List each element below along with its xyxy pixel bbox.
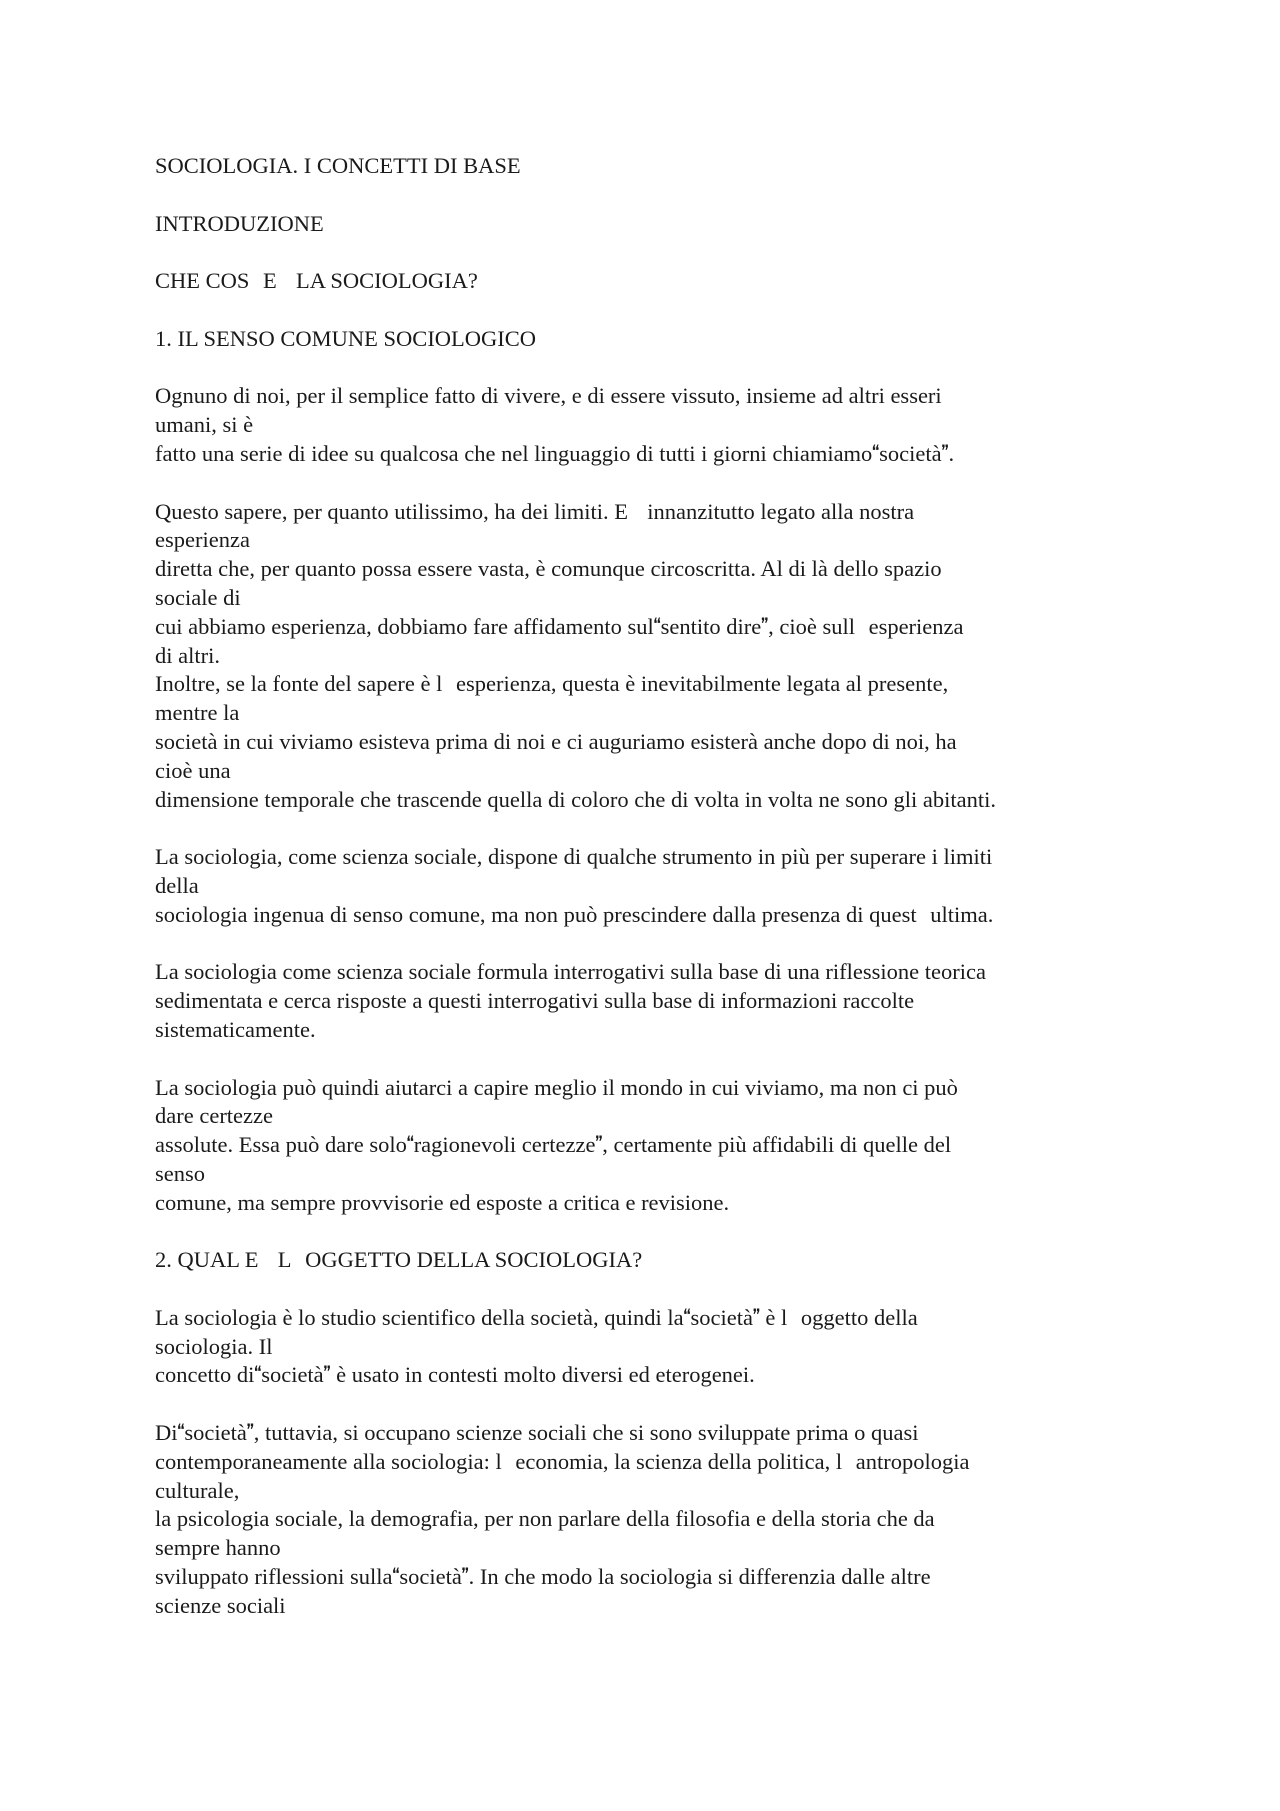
blank-line xyxy=(155,181,1130,210)
paragraph-line: culturale, xyxy=(155,1477,240,1503)
paragraph-line: senso xyxy=(155,1160,205,1186)
blank-line xyxy=(155,469,1130,498)
paragraph-line: sviluppato riflessioni sullasocietà. In che modo la sociologia si differenzia dalle altre xyxy=(155,1564,931,1590)
blank-line xyxy=(155,1217,1130,1246)
paragraph-line: società in cui viviamo esisteva prima di noi e ci auguriamo esisterà anche dopo di noi, ha xyxy=(155,728,957,754)
paragraph-line: esperienza xyxy=(155,527,250,553)
paragraph-line: La sociologia è lo studio scientifico della società, quindi lasocietà è loggetto della xyxy=(155,1304,918,1330)
paragraph-line: umani, si è xyxy=(155,412,254,438)
paragraph-line: comune, ma sempre provvisorie ed esposte a critica e revisione. xyxy=(155,1189,730,1215)
paragraph-line: Ognuno di noi, per il semplice fatto di vivere, e di essere vissuto, insieme ad altri esseri xyxy=(155,383,942,409)
blank-line xyxy=(155,930,1130,959)
paragraph-line: Disocietà, tuttavia, si occupano scienze sociali che si sono sviluppate prima o quasi xyxy=(155,1420,919,1446)
paragraph-line: cioè una xyxy=(155,757,231,783)
paragraph-line: sistematicamente. xyxy=(155,1016,316,1042)
paragraph-line: di altri. xyxy=(155,642,220,668)
paragraph-line: scienze sociali xyxy=(155,1592,286,1618)
paragraph-line: la psicologia sociale, la demografia, per non parlare della filosofia e della storia che da xyxy=(155,1506,935,1532)
paragraph-line: assolute. Essa può dare soloragionevoli certezze, certamente più affidabili di quelle del xyxy=(155,1132,952,1158)
paragraph-line: sociologia. Il xyxy=(155,1333,273,1359)
paragraph-line: della xyxy=(155,872,199,898)
blank-line xyxy=(155,1045,1130,1074)
paragraph-line: diretta che, per quanto possa essere vasta, è comunque circoscritta. Al di là dello spazio xyxy=(155,556,942,582)
section-heading: 1. IL SENSO COMUNE SOCIOLOGICO xyxy=(155,325,537,351)
paragraph-line: La sociologia come scienza sociale formula interrogativi sulla base di una riflessione teorica xyxy=(155,959,986,985)
paragraph-line: cui abbiamo esperienza, dobbiamo fare affidamento sulsentito dire, cioè sullesperienza xyxy=(155,613,964,639)
blank-line xyxy=(155,1390,1130,1419)
paragraph-line: sempre hanno xyxy=(155,1535,281,1561)
blank-line xyxy=(155,1275,1130,1304)
paragraph-line: concetto disocietà è usato in contesti molto diversi ed eterogenei. xyxy=(155,1362,755,1388)
paragraph-line: sedimentata e cerca risposte a questi interrogativi sulla base di informazioni raccolte xyxy=(155,988,915,1014)
document-page xyxy=(155,152,1130,1621)
section-heading: 2. QUAL E LOGGETTO DELLA SOCIOLOGIA? xyxy=(155,1247,643,1273)
paragraph-line: Questo sapere, per quanto utilissimo, ha dei limiti. E innanzitutto legato alla nostra xyxy=(155,498,915,524)
doc-title: SOCIOLOGIA. I CONCETTI DI BASE xyxy=(155,153,521,178)
blank-line xyxy=(155,296,1130,325)
paragraph-line: Inoltre, se la fonte del sapere è lesperienza, questa è inevitabilmente legata al presente, xyxy=(155,671,949,697)
section-heading: CHE COSE LA SOCIOLOGIA? xyxy=(155,268,478,294)
paragraph-line: sociologia ingenua di senso comune, ma non può prescindere dalla presenza di questultima. xyxy=(155,901,994,927)
paragraph-line: sociale di xyxy=(155,584,241,610)
paragraph-line: dimensione temporale che trascende quella di coloro che di volta in volta ne sono gli abitanti. xyxy=(155,786,996,812)
paragraph-line: La sociologia può quindi aiutarci a capire meglio il mondo in cui viviamo, ma non ci può xyxy=(155,1074,958,1100)
blank-line xyxy=(155,814,1130,843)
paragraph-line: La sociologia, come scienza sociale, dispone di qualche strumento in più per superare i limiti xyxy=(155,844,993,870)
blank-line xyxy=(155,354,1130,383)
section-heading: INTRODUZIONE xyxy=(155,210,324,236)
paragraph-line: fatto una serie di idee su qualcosa che nel linguaggio di tutti i giorni chiamiamosocietà. xyxy=(155,440,955,466)
paragraph-line: dare certezze xyxy=(155,1103,274,1129)
paragraph-line: mentre la xyxy=(155,700,240,726)
blank-line xyxy=(155,238,1130,267)
paragraph-line: contemporaneamente alla sociologia: leconomia, la scienza della politica, lantropologia xyxy=(155,1448,970,1474)
